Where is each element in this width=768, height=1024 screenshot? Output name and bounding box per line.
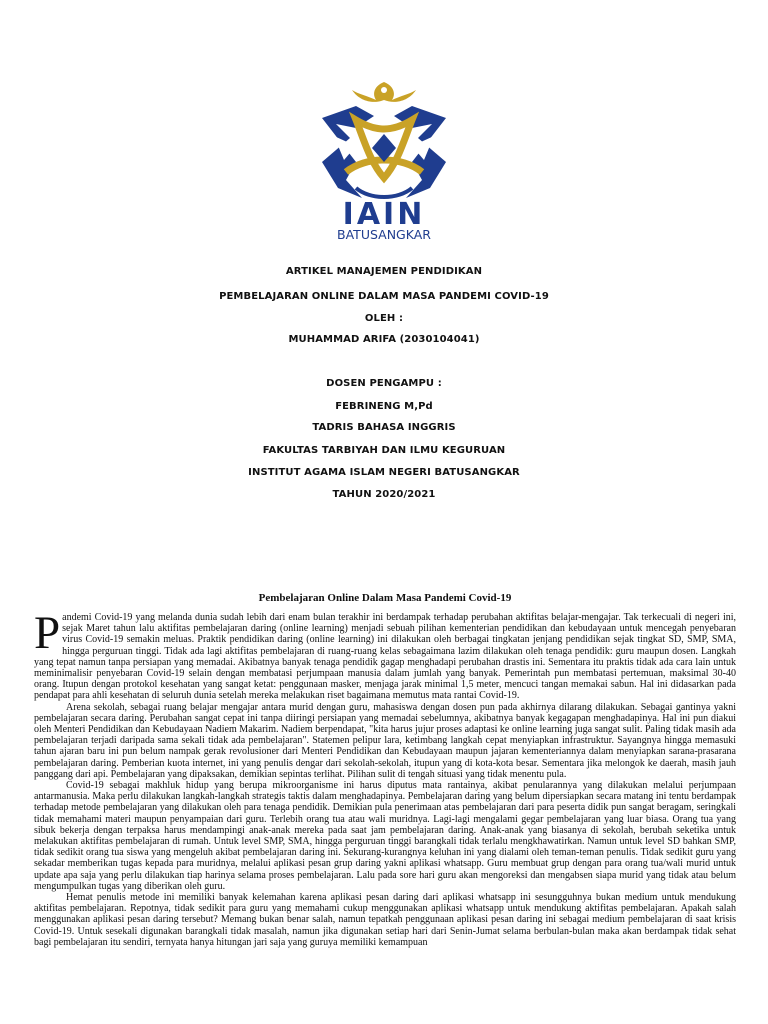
cover-line-title: PEMBELAJARAN ONLINE DALAM MASA PANDEMI COVID-19 — [219, 291, 549, 302]
iain-batusangkar-logo — [316, 76, 452, 246]
drop-cap: P — [34, 607, 61, 659]
article-title: Pembelajaran Online Dalam Masa Pandemi Covid-19 — [258, 592, 512, 604]
logo-emblem — [316, 76, 452, 246]
cover-line-dosen-name: FEBRINENG M,Pd — [335, 401, 433, 412]
logo-sub-text: BATUSANGKAR — [337, 227, 431, 242]
cover-line-institute: INSTITUT AGAMA ISLAM NEGERI BATUSANGKAR — [248, 467, 520, 478]
paragraph-4: Hemat penulis metode ini memiliki banyak kelemahan karena aplikasi pesan daring dari aplikasi whatsapp ini sesungguhnya bukan medium untuk mendukung aktifitas pembelajaran. Repotnya, tidak sedikit para guru yang memahami cukup menggunakan aplikasi whatsapp untuk mendukung aktifitas pembelajaran. Apakah salah menggunakan aplikasi pesan daring tersebut? Memang bukan benar salah, namun tepatkah penggunaan aplikasi pesan daring ini sebagai medium pembelajaran di saat krisis Covid-19. Untuk sesekali digunakan barangkali tidak masalah, namun jika digunakan setiap hari dari Senin-Jumat selama berbulan-bulan maka akan berdampak tidak sehat bagi pembelajaran itu sendiri, ternyata hanya hitungan jari saja yang guruya memiliki kemampuan — [34, 892, 736, 948]
paragraph-1-text: andemi Covid-19 yang melanda dunia sudah lebih dari enam bulan terakhir ini berdampak terhadap perubahan aktifitas belajar-mengajar. Tak terkecuali di negeri ini, sejak Maret tahun lalu aktifitas pembelajaran daring (online learning) menjadi sebuah pilihan kementerian pendidikan dan kebudayaan untuk mencegah penyebaran virus Covid-19 semakin meluas. Praktik pendidikan daring (online learning) ini dilakukan oleh berbagai tingkatan jenjang pendidikan sejak tingkat SD, SMP, SMA, hingga perguruan tinggi. Tidak ada lagi aktifitas pembelajaran di ruang-ruang kelas sebagaimana lazim dilakukan oleh tenaga pendidik: guru maupun dosen. Langkah yang tepat namun tanpa persiapan yang memadai. Akibatnya banyak tenaga pendidik gagap menghadapi perubahan drastis ini. Sementara itu praktis tidak ada cara lain untuk meminimalisir penyebaran Covid-19 selain dengan membatasi perjumpaan manusia dalam jumlah yang banyak. Pemerintah pun membatasi pertemuan, maksimal 30-40 orang. Itupun dengan protokol kesehatan yang sangat ketat: penggunaan masker, menjaga jarak minimal 1,5 meter, mencuci tangan memakai sabun. Hal ini didasarkan pada pendapat para ahli kesehatan di seluruh dunia setelah mereka melakukan riset bagaimana memutus mata rantai Covid-19. — [34, 612, 736, 702]
cover-line-year: TAHUN 2020/2021 — [332, 489, 436, 500]
cover-line-article-type: ARTIKEL MANAJEMEN PENDIDIKAN — [285, 266, 483, 277]
cover-line-program: TADRIS BAHASA INGGRIS — [312, 422, 456, 433]
article-body — [34, 592, 736, 948]
cover-line-faculty: FAKULTAS TARBIYAH DAN ILMU KEGURUAN — [262, 445, 506, 456]
cover-line-oleh: OLEH : — [364, 313, 404, 324]
paragraph-2: Arena sekolah, sebagai ruang belajar mengajar antara murid dengan guru, mahasiswa dengan dosen pun pada akhirnya dilarang dilakukan. Sebagai gantinya yakni pembelajaran secara daring. Perubahan sangat cepat ini tanpa diiringi persiapan yang memadai sebelumnya, akibatnya banyak kegagapan menghadapinya. Hal ini pun diakui oleh Menteri Pendidikan dan Kebudayaan Nadiem Makarim. Nadiem berpendapat, "kita harus jujur proses adaptasi ke online learning juga sangat sulit. Paling tidak masih ada pembelajaran terjadi daripada sama sekali tidak ada pembelajaran". Statemen pelipur lara, ketimbang langkah cepat menyiapkan infrastruktur. Sayangnya hingga memasuki tahun ajaran baru ini pun belum nampak gerak revolusioner dari Menteri Pendidikan dan Kebudayaan maupun jajaran kementeriannya dalam menyiapkan sarana-prasarana pembelajaran daring. Pemberian kuota internet, ini yang penulis dengar dari sekolah-sekolah, itupun yang di kota-kota besar. Sementara jika melongok ke daerah, masih jauh panggang dari api. Pembelajaran yang dipaksakan, demikian sepintas terlihat. Pilihan sulit di tengah situasi yang tidak menentu pula. — [34, 701, 736, 780]
cover-line-dosen-label: DOSEN PENGAMPU : — [326, 378, 442, 389]
paragraph-3: Covid-19 sebagai makhluk hidup yang berupa mikroorganisme ini harus diputus mata rantainya, akibat penularannya yang dilakukan melalui perjumpaan antarmanusia. Maka perlu dilakukan langkah-langkah strategis taktis dalam menghadapinya. Pembelajaran daring yang belum dipersiapkan secara matang ini tentu berdampak terhadap metode pembelajaran yang dilakukan oleh para tenaga pendidik. Demikian pula penerimaan atas pembelajaran dari para peserta didik pun sangat beragam, seringkali tidak memahami materi maupun penyampaian dari guru. Terlebih orang tua atau wali muridnya. Lagi-lagi mengalami gegar pembelajaran yang luar biasa. Orang tua yang sibuk bekerja dengan terpaksa harus mendampingi anak-anak mereka pada saat jam pembelajaran daring. Anak-anak yang biasanya di sekolah, berubah seketika untuk melakukan aktifitas pembelajaran di rumah. Untuk level SMP, SMA, hingga perguruan tinggi barangkali tidak terlalu mengkhawatirkan. Namun untuk level SD bahkan SMP, tidak sedikit orang tua siswa yang mengeluh akibat pembelajaran daring ini. Sekurang-kurangnya keluhan ini yang dialami oleh teman-teman penulis. Tidak sedikit guru yang sekadar memberikan tugas kepada para muridnya, melalui aplikasi pesan grup daring yakni aplikasi whatsapp. Guru membuat grup dengan para orang tua/wali murid untuk update apa saja yang perlu dilakukan tiap harinya selama proses pembelajaran. Lalu pada sore hari guru akan mengoreksi dan mengabsen siapa murid yang tidak atau belum mengumpulkan tugas yang diberikan oleh guru. — [34, 780, 736, 892]
logo-brand-text: IAIN — [342, 197, 426, 232]
cover-line-author: MUHAMMAD ARIFA (2030104041) — [288, 334, 480, 345]
paragraph-1 — [34, 607, 736, 702]
